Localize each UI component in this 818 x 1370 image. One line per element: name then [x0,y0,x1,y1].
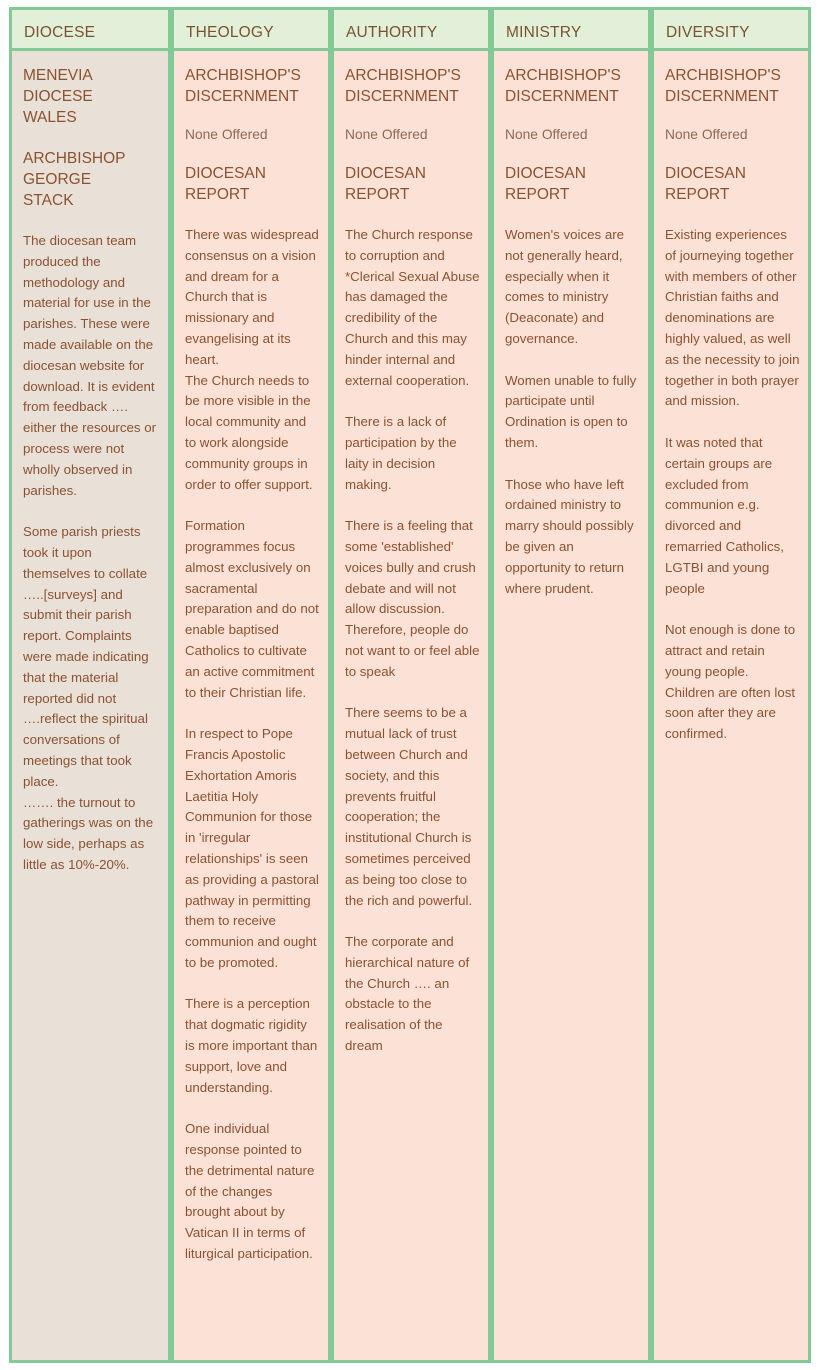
none-offered: None Offered [665,127,748,142]
theology-paragraph: One individual response pointed to the detrimental nature of the changes brought about by Vatican II in terms of liturgical participation. [185,1121,315,1262]
diocese-name: MENEVIA DIOCESE WALES [23,67,93,126]
header-diversity: DIVERSITY [651,7,811,51]
authority-paragraph: The corporate and hierarchical nature of the Church …. an obstacle to the realisation of the dream [345,934,470,1054]
column-diocese [9,7,171,1363]
header-authority: AUTHORITY [331,7,491,51]
bishop-name: ARCHBISHOP GEORGE STACK [23,150,126,209]
authority-paragraph: There is a feeling that some 'established' voices bully and crush debate and will not allow discussion. Therefore, people do not want to or feel able to speak [345,518,480,679]
theology-paragraph: Formation programmes focus almost exclusively on sacramental preparation and do not enable baptised Catholics to cultivate an active commitment to their Christian life. [185,518,319,700]
diocese-body [9,51,171,1363]
discernment-title: ARCHBISHOP'S DISCERNMENT [665,67,781,105]
report-title: DIOCESAN REPORT [505,165,586,203]
header-diocese: DIOCESE [9,7,171,51]
discernment-title: ARCHBISHOP'S DISCERNMENT [185,67,301,105]
header-theology: THEOLOGY [171,7,331,51]
report-title: DIOCESAN REPORT [345,165,426,203]
diocese-paragraph: Some parish priests took it upon themselves to collate …..[surveys] and submit their parish report. Complaints were made indicating that the material reported did not ….reflect the spiritual conversations of meetings that took place. ……. the turnout to gatherings was on the low side, perhaps as little as 10%-20%. [23,524,154,872]
report-title: DIOCESAN REPORT [665,165,746,203]
ministry-body [491,51,651,1363]
none-offered: None Offered [185,127,268,142]
diversity-paragraph: Existing experiences of journeying together with members of other Christian faiths and denominations are highly valued, as well as the necessity to join together in both prayer and mission. [665,227,800,409]
authority-body [331,51,491,1363]
authority-paragraph: There is a lack of participation by the laity in decision making. [345,414,457,492]
ministry-paragraph: Women's voices are not generally heard, especially when it comes to ministry (Deaconate) and governance. [505,227,625,346]
diversity-paragraph: Not enough is done to attract and retain young people. Children are often lost soon after they are confirmed. [665,622,796,742]
report-title: DIOCESAN REPORT [185,165,266,203]
header-ministry: MINISTRY [491,7,651,51]
none-offered: None Offered [345,127,428,142]
column-theology [171,7,331,1363]
discernment-title: ARCHBISHOP'S DISCERNMENT [505,67,621,105]
authority-paragraph: There seems to be a mutual lack of trust between Church and society, and this prevents fruitful cooperation; the institutional Church is sometimes perceived as being too close to the rich and powerful. [345,705,473,908]
none-offered: None Offered [505,127,588,142]
column-ministry [491,7,651,1363]
ministry-paragraph: Women unable to fully participate until Ordination is open to them. [505,372,637,450]
column-authority [331,7,491,1363]
diversity-body [651,51,811,1363]
theology-paragraph: In respect to Pope Francis Apostolic Exhortation Amoris Laetitia Holy Communion for those in 'irregular relationships' is seen as providing a pastoral pathway in permitting them to receive communion and ought to be promoted. [185,726,319,970]
ministry-paragraph: Those who have left ordained ministry to marry should possibly be given an opportunity to return where prudent. [505,476,634,596]
column-diversity [651,7,811,1363]
theology-paragraph: There is a perception that dogmatic rigidity is more important than support, love and understanding. [185,996,318,1095]
authority-paragraph: The Church response to corruption and *Clerical Sexual Abuse has damaged the credibility of the Church and this may hinder internal and external cooperation. [345,227,480,388]
discernment-title: ARCHBISHOP'S DISCERNMENT [345,67,461,105]
theology-body [171,51,331,1363]
theology-paragraph: There was widespread consensus on a vision and dream for a Church that is missionary and evangelising at its heart. The Church needs to be more visible in the local community and to work alongside community groups in order to offer support. [185,227,319,492]
diversity-paragraph: It was noted that certain groups are excluded from communion e.g. divorced and remarried Catholics, LGTBI and young people [665,434,784,596]
diocese-paragraph: The diocesan team produced the methodology and material for use in the parishes. These were made available on the diocesan website for download. It is evident from feedback …. either the resources or process were not wholly observed in parishes. [23,233,157,498]
